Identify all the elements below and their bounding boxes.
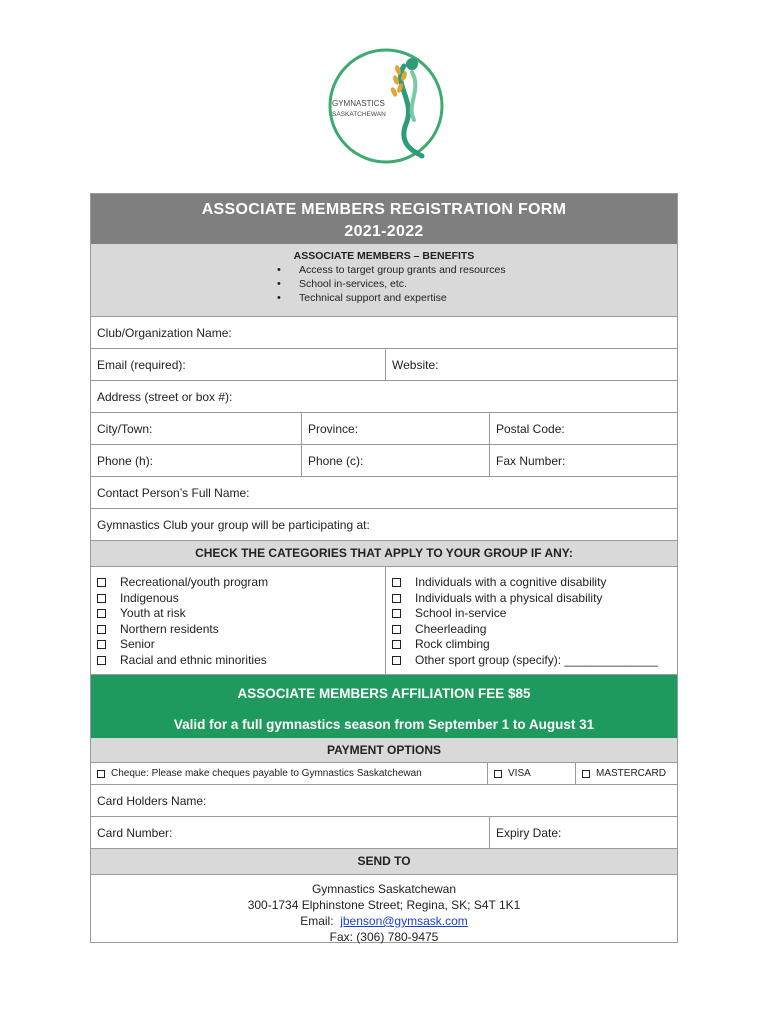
- category-option[interactable]: [91, 591, 385, 607]
- svg-text:SASKATCHEWAN: SASKATCHEWAN: [332, 111, 386, 118]
- send-to-heading: SEND TO: [91, 848, 677, 874]
- visa-option[interactable]: [487, 763, 575, 784]
- checkbox-icon[interactable]: [392, 656, 401, 665]
- expiry-date-field[interactable]: Expiry Date:: [489, 817, 677, 848]
- send-to-org: Gymnastics Saskatchewan: [311, 882, 457, 896]
- send-to-address: 300-1734 Elphinstone Street; Regina, SK; S4T 1K1: [247, 898, 521, 912]
- club-participating-row: [91, 508, 677, 540]
- fee-validity: Valid for a full gymnastics season from September 1 to August 31: [173, 717, 595, 732]
- category-label: Individuals with a physical disability: [415, 590, 603, 605]
- visa-label: VISA: [508, 768, 531, 779]
- category-label: Recreational/youth program: [120, 575, 269, 589]
- form-title: [91, 194, 677, 244]
- contact-row: [91, 476, 677, 508]
- website-field[interactable]: Website:: [385, 349, 677, 380]
- card-number-row: [91, 816, 677, 848]
- email-field[interactable]: Email (required):: [97, 358, 186, 372]
- affiliation-fee-banner: [91, 674, 677, 738]
- club-participating-field[interactable]: Gymnastics Club your group will be participating at:: [97, 518, 370, 532]
- cheque-label: Cheque: Please make cheques payable to Gymnastics Saskatchewan: [111, 768, 422, 779]
- checkbox-icon[interactable]: [392, 594, 401, 603]
- phone-cell-field[interactable]: Phone (c):: [301, 445, 489, 476]
- category-option[interactable]: [91, 606, 385, 622]
- category-label: Senior: [120, 637, 155, 651]
- address-row: [91, 380, 677, 412]
- category-label: Other sport group (specify): ______________: [415, 652, 658, 667]
- mastercard-option[interactable]: [575, 763, 677, 784]
- category-label: Cheerleading: [415, 621, 487, 636]
- fax-field[interactable]: Fax Number:: [489, 445, 677, 476]
- card-holder-field[interactable]: Card Holders Name:: [97, 794, 207, 808]
- province-field[interactable]: Province:: [301, 413, 489, 444]
- payment-options-row: [91, 762, 677, 784]
- categories-right-column: [385, 567, 677, 674]
- club-name-field[interactable]: Club/Organization Name:: [97, 326, 232, 340]
- categories-section: [91, 566, 677, 674]
- category-option[interactable]: [91, 653, 385, 669]
- cheque-option[interactable]: [91, 763, 487, 784]
- category-option[interactable]: [91, 575, 385, 591]
- checkbox-icon[interactable]: [392, 640, 401, 649]
- category-label: Youth at risk: [120, 606, 186, 620]
- checkbox-icon[interactable]: [582, 770, 590, 778]
- category-label: Rock climbing: [415, 637, 490, 651]
- category-option[interactable]: [386, 575, 677, 591]
- phone-row: [91, 444, 677, 476]
- postal-code-field[interactable]: Postal Code:: [489, 413, 677, 444]
- form-title-line1: ASSOCIATE MEMBERS REGISTRATION FORM: [201, 201, 567, 218]
- card-holder-row: [91, 784, 677, 816]
- svg-text:GYMNASTICS: GYMNASTICS: [332, 99, 385, 108]
- checkbox-icon[interactable]: [97, 609, 106, 618]
- category-option[interactable]: [91, 637, 385, 653]
- phone-home-field[interactable]: Phone (h):: [97, 454, 154, 468]
- benefit-item: • Access to target group grants and resources: [299, 263, 677, 277]
- address-field[interactable]: Address (street or box #):: [97, 390, 233, 404]
- benefits-list: [91, 263, 677, 305]
- category-label: Indigenous: [120, 590, 179, 605]
- category-label: Northern residents: [120, 621, 219, 636]
- category-option[interactable]: [386, 622, 677, 638]
- category-label: Individuals with a cognitive disability: [415, 575, 607, 589]
- email-website-row: [91, 348, 677, 380]
- categories-heading: CHECK THE CATEGORIES THAT APPLY TO YOUR GROUP IF ANY:: [91, 540, 677, 566]
- category-option[interactable]: [386, 606, 677, 622]
- checkbox-icon[interactable]: [97, 594, 106, 603]
- categories-left-column: [91, 567, 385, 674]
- send-to-email-line: [91, 913, 677, 929]
- benefits-section: [91, 244, 677, 316]
- email-link[interactable]: jbenson@gymsask.com: [340, 914, 468, 928]
- send-to-fax: Fax: (306) 780-9475: [329, 930, 439, 944]
- send-to-section: [91, 874, 677, 942]
- gymnastics-saskatchewan-logo: [326, 44, 446, 168]
- club-name-row: [91, 316, 677, 348]
- checkbox-icon[interactable]: [97, 578, 106, 587]
- benefit-item: • Technical support and expertise: [299, 291, 677, 305]
- city-field[interactable]: City/Town:: [97, 422, 153, 436]
- category-option[interactable]: [386, 653, 677, 669]
- form-title-year: 2021-2022: [344, 223, 424, 240]
- mastercard-label: MASTERCARD: [596, 768, 667, 779]
- checkbox-icon[interactable]: [97, 656, 106, 665]
- payment-options-heading: PAYMENT OPTIONS: [91, 738, 677, 762]
- registration-form: [90, 193, 678, 943]
- checkbox-icon[interactable]: [392, 578, 401, 587]
- email-label: Email:: [300, 914, 334, 928]
- category-label: School in-service: [415, 606, 507, 620]
- card-number-field[interactable]: Card Number:: [97, 826, 173, 840]
- city-row: [91, 412, 677, 444]
- checkbox-icon[interactable]: [97, 770, 105, 778]
- benefit-item: • School in-services, etc.: [299, 277, 677, 291]
- checkbox-icon[interactable]: [97, 640, 106, 649]
- benefits-heading: ASSOCIATE MEMBERS – BENEFITS: [293, 250, 475, 262]
- category-label: Racial and ethnic minorities: [120, 652, 267, 667]
- category-option[interactable]: [91, 622, 385, 638]
- checkbox-icon[interactable]: [392, 609, 401, 618]
- category-option[interactable]: [386, 637, 677, 653]
- fee-amount: ASSOCIATE MEMBERS AFFILIATION FEE $85: [237, 686, 531, 701]
- category-option[interactable]: [386, 591, 677, 607]
- checkbox-icon[interactable]: [392, 625, 401, 634]
- checkbox-icon[interactable]: [97, 625, 106, 634]
- checkbox-icon[interactable]: [494, 770, 502, 778]
- contact-name-field[interactable]: Contact Person’s Full Name:: [97, 486, 250, 500]
